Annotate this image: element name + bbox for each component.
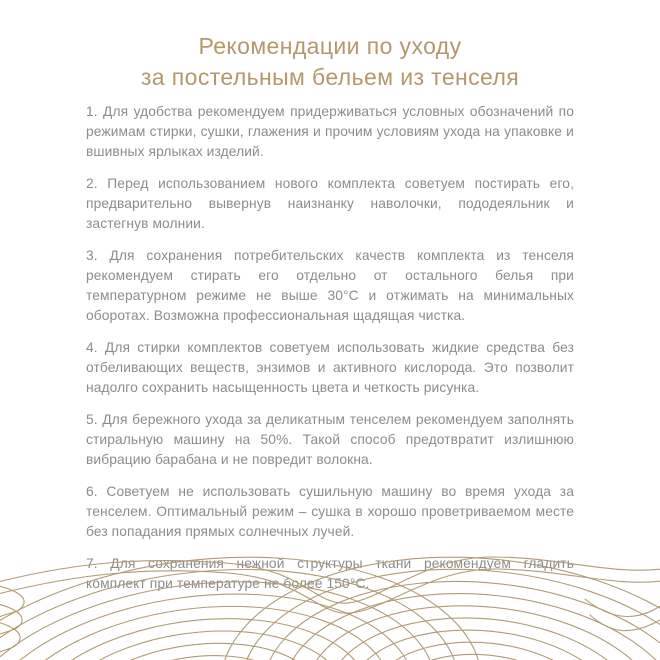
care-instruction-6: 6. Советуем не использовать сушильную машину во время ухода за тенселем. Оптимальный режим – сушка в хорошо проветриваемом месте без попадания прямых солнечных лучей. — [86, 484, 574, 539]
page-title-line2: за постельным бельем из тенселя — [140, 64, 520, 90]
care-instructions-list — [86, 102, 574, 606]
care-instruction-3: 3. Для сохранения потребительских качеств комплекта из тенселя рекомендуем стирать его отдельно от остального белья при температурном режиме не выше 30°С и отжимать на минимальных оборотах. Возможна профессиональная щадящая чистка. — [86, 248, 574, 323]
care-instruction-5: 5. Для бережного ухода за деликатным тенселем рекомендуем заполнять стиральную машину на 50%. Такой способ предотвратит излишнюю вибрацию барабана и не повредит волокна. — [86, 412, 574, 467]
wave-left-folds — [0, 585, 24, 657]
page-title — [0, 0, 660, 93]
care-instruction-1: 1. Для удобства рекомендуем придерживаться условных обозначений по режимам стирки, сушки, глажения и прочим условиям ухода на упаковке и вшивных ярлыках изделий. — [86, 104, 574, 159]
wave-pattern-icon — [0, 555, 660, 660]
care-instruction-7: 7. Для сохранения нежной структуры ткани рекомендуем гладить комплект при температуре не более 150°С. — [86, 556, 574, 591]
care-instruction-2: 2. Перед использованием нового комплекта советуем постирать его, предварительно вывернув наизнанку наволочки, пододеяльник и застегнув молнии. — [86, 176, 574, 231]
page-title-line1: Рекомендации по уходу — [198, 33, 462, 59]
care-instruction-4: 4. Для стирки комплектов советуем использовать жидкие средства без отбеливающих веществ, энзимов и активного кислорода. Это позволит надолго сохранить насыщенность цвета и четкость рисунка. — [86, 340, 574, 395]
